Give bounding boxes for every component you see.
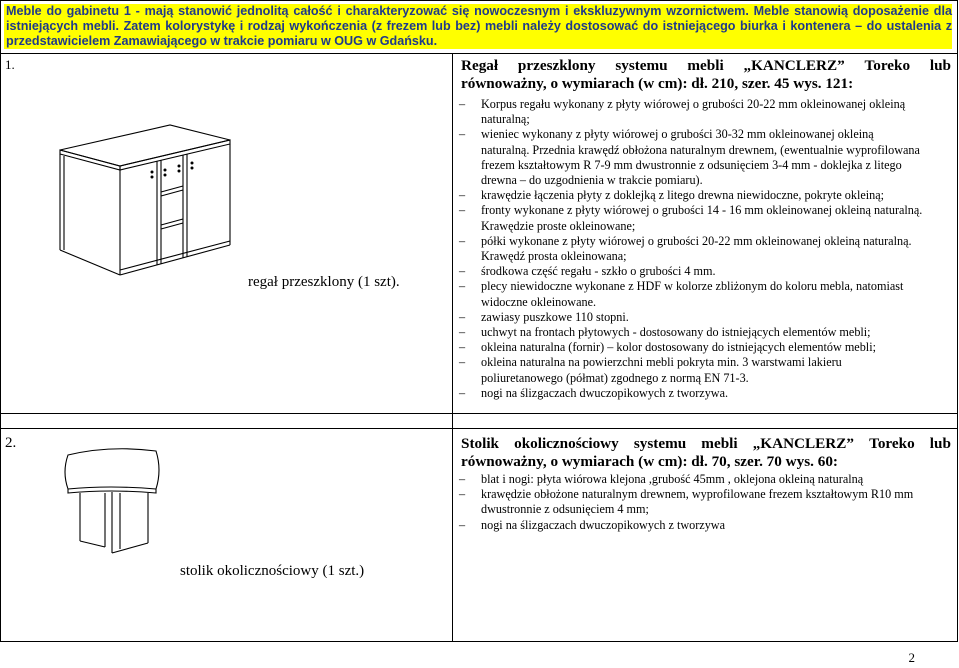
item-number: 1. xyxy=(5,57,15,72)
title-word: Regał xyxy=(461,57,499,74)
spec-line: – półki wykonane z płyty wiórowej o grubości 20-22 mm okleinowanej okleiną naturalną. xyxy=(459,234,953,249)
table-row-divider xyxy=(0,413,958,414)
title-word: Stolik xyxy=(461,435,499,452)
item-spec-list xyxy=(459,472,953,533)
title-word: mebli xyxy=(701,435,738,452)
spec-line: – krawędzie obłożone naturalnym drewnem, wyprofilowane frezem kształtowym R10 mm xyxy=(459,487,953,502)
table-row-divider xyxy=(0,428,958,429)
spec-line: widoczne okleinowane. xyxy=(481,294,597,309)
spec-line: – nogi na ślizgaczach dwuczopikowych z tworzywa. xyxy=(459,386,953,401)
spec-line: – okleina naturalna na powierzchni mebli pokryta min. 3 warstwami lakieru xyxy=(459,355,953,370)
spec-line: – uchwyt na frontach płytowych - dostosowany do istniejących elementów mebli; xyxy=(459,325,953,340)
spec-line: – wieniec wykonany z płyty wiórowej o grubości 30-32 mm okleinowanej okleiną xyxy=(459,127,953,142)
spec-line: frezem kształtowym R 7-9 mm dwustronnie z odsunięciem 3-4 mm - doklejka z litego xyxy=(481,157,902,172)
item-title-line1 xyxy=(461,57,951,75)
table-row-divider xyxy=(0,53,958,54)
page-number: 2 xyxy=(908,650,915,665)
spec-line: – okleina naturalna (fornir) – kolor dostosowany do istniejących elementów mebli; xyxy=(459,340,953,355)
title-word: Toreko xyxy=(869,435,915,452)
title-word: Toreko xyxy=(864,57,911,74)
title-word: mebli xyxy=(687,57,724,74)
title-word: systemu xyxy=(633,435,687,452)
title-word: okolicznościowy xyxy=(514,435,619,452)
spec-line: – blat i nogi: płyta wiórowa klejona ,grubość 45mm , oklejona okleiną naturalną xyxy=(459,472,953,487)
spec-line: naturalną; xyxy=(481,112,530,127)
glass-shelf-cabinet-drawing xyxy=(55,110,235,280)
intro-paragraph: Meble do gabinetu 1 - mają stanowić jednolitą całość i charakteryzować się nowoczesnym i ekskluzywnym wzornictwem. Meble stanowią doposażenie dla istniejących mebli. Zatem kolorystykę i rodzaj wykończenia (z frezem lub bez) mebli należy dostosować do istniejącego biurka i kontenera – do ustalenia z przedstawicielem Zamawiającego w trakcie pomiaru w OUG w Gdańsku. xyxy=(6,4,952,48)
coffee-table-drawing xyxy=(60,445,170,560)
item-caption: stolik okolicznościowy (1 szt.) xyxy=(180,563,365,579)
spec-line: Krawędź prosta okleinowana; xyxy=(481,249,627,264)
item-title xyxy=(461,57,951,93)
spec-line: Krawędzie proste okleinowane; xyxy=(481,218,636,233)
spec-line: poliuretanowego (półmat) zgodnego z normą EN 71-3. xyxy=(481,370,749,385)
title-word: „KANCLERZ” xyxy=(743,57,845,74)
table-border-bottom xyxy=(0,641,958,642)
title-word: przeszklony xyxy=(517,57,596,74)
table-border-left xyxy=(0,0,1,642)
table-border-top xyxy=(0,0,958,1)
spec-line: – plecy niewidoczne wykonane z HDF w kolorze zbliżonym do koloru mebla, natomiast xyxy=(459,279,953,294)
spec-line: – fronty wykonane z płyty wiórowej o grubości 14 - 16 mm okleinowanej okleiną naturalną. xyxy=(459,203,953,218)
table-border-right xyxy=(957,0,958,642)
spec-line: – zawiasy puszkowe 110 stopni. xyxy=(459,310,953,325)
title-word: systemu xyxy=(615,57,668,74)
spec-line: drewna – do uzgodnienia w trakcie pomiaru). xyxy=(481,173,703,188)
spec-line: – środkowa część regału - szkło o grubości 4 mm. xyxy=(459,264,953,279)
item-spec-list xyxy=(459,97,953,401)
item-title-line2: równoważny, o wymiarach (w cm): dł. 70, szer. 70 wys. 60: xyxy=(461,453,838,470)
item-number: 2. xyxy=(5,435,17,451)
spec-line: naturalną. Przednia krawędź obłożona naturalnym drewnem, (ewentualnie wyprofilowana xyxy=(481,142,920,157)
spec-line: – nogi na ślizgaczach dwuczopikowych z tworzywa xyxy=(459,518,953,533)
item-caption: regał przeszklony (1 szt). xyxy=(248,274,400,290)
spec-line: dwustronnie z odsunięciem 4 mm; xyxy=(481,502,649,517)
spec-line: – krawędzie łączenia płyty z doklejką z litego drewna niewidoczne, pokryte okleiną; xyxy=(459,188,953,203)
item-title-line2: równoważny, o wymiarach (w cm): dł. 210, szer. 45 wys. 121: xyxy=(461,75,854,92)
item-title-line1 xyxy=(461,435,951,453)
title-word: lub xyxy=(929,57,951,74)
item-title xyxy=(461,435,951,471)
table-column-divider xyxy=(452,53,453,642)
title-word: „KANCLERZ” xyxy=(752,435,854,452)
spec-line: – Korpus regału wykonany z płyty wiórowej o grubości 20-22 mm okleinowanej okleiną xyxy=(459,97,953,112)
title-word: lub xyxy=(929,435,951,452)
